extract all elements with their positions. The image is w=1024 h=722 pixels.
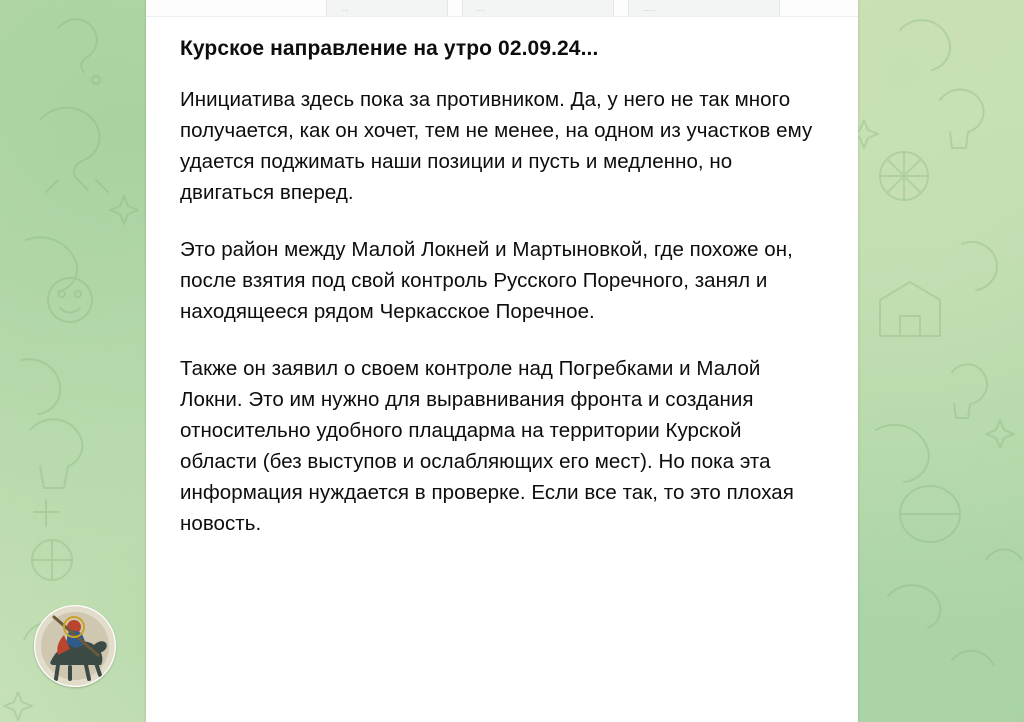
message-content: [146, 17, 858, 549]
ghost-label-3: ......: [642, 4, 656, 13]
message-title: Курское направление на утро 02.09.24...: [180, 37, 599, 60]
cropped-ui-strip: [146, 0, 858, 17]
message-paragraph-1: Инициатива здесь пока за противником. Да, у него не так много получается, как он хочет, тем не менее, на одном из участков ему удается поджимать наши позиции и пусть и медленно, но двигаться вперед.: [180, 88, 813, 204]
avatar[interactable]: [34, 605, 116, 687]
message-paragraph-3: Также он заявил о своем контроле над Погребками и Малой Локни. Это им нужно для выравнивания фронта и создания относительно удобного плацдарма на территории Курской области (без выступов и ослабляющих его мест). Но пока эта информация нуждается в проверке. Если все так, то это плохая новость.: [180, 357, 794, 535]
horseman-icon: [34, 605, 116, 687]
message-bubble[interactable]: [146, 0, 858, 722]
ghost-label-2: ....: [476, 4, 485, 13]
ghost-label-1: ...: [342, 4, 349, 13]
message-paragraph-2: Это район между Малой Локней и Мартыновкой, где похоже он, после взятия под свой контроль Русского Поречного, занял и находящееся рядом Черкасское Поречное.: [180, 238, 793, 323]
